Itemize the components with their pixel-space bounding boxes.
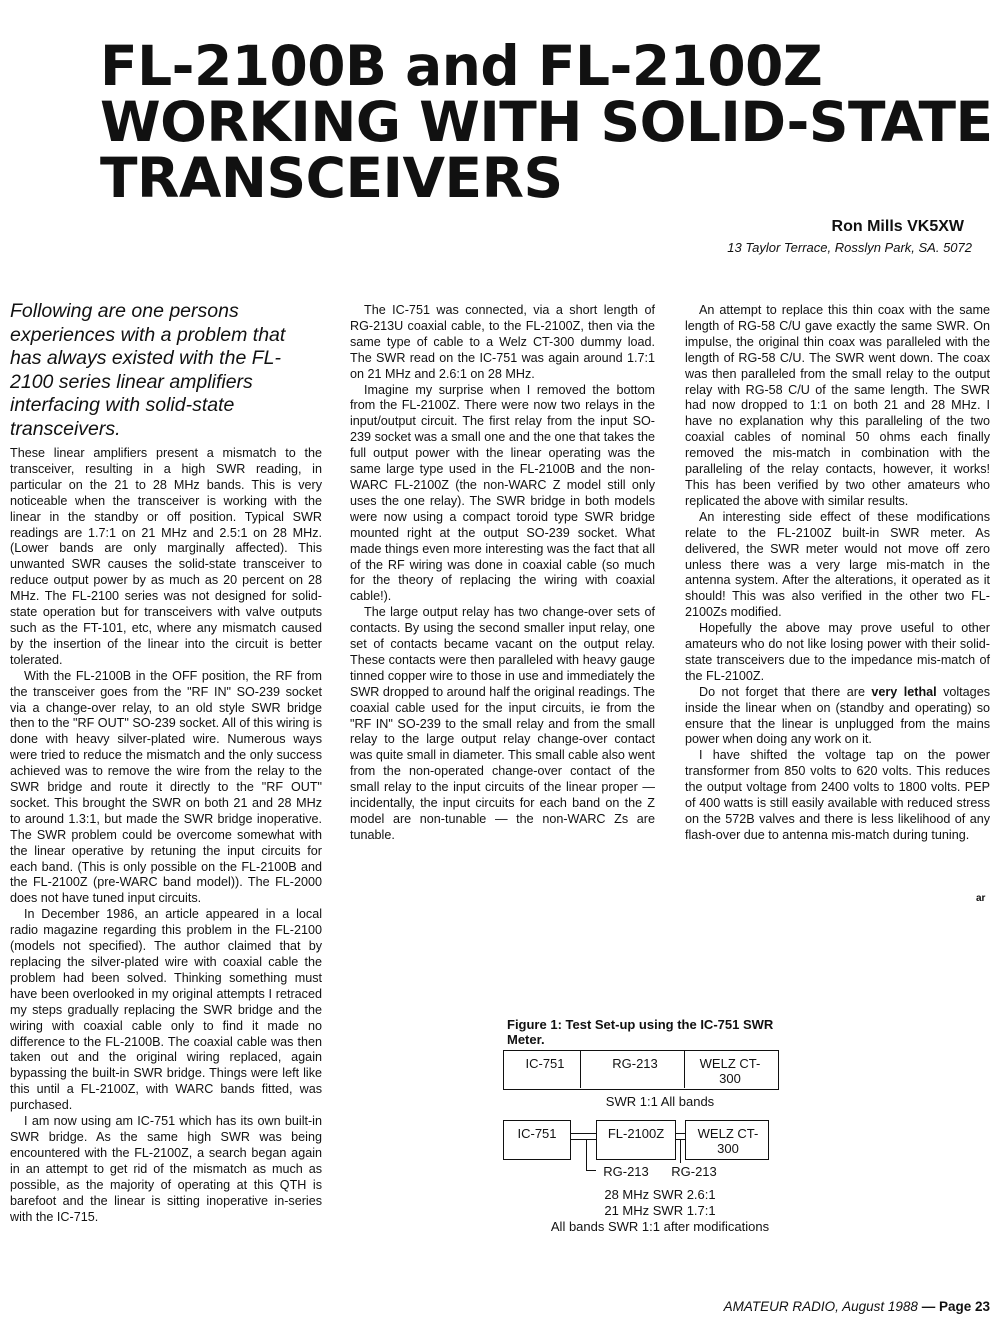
- lead-paragraph: Following are one persons experiences with a problem that has always existed with the FL-2100 series linear amplifiers interfacing with solid-state transceivers.: [10, 300, 286, 440]
- column-3: [685, 303, 990, 844]
- setup2-leader-1h: [586, 1170, 596, 1171]
- title-line-3: TRANSCEIVERS: [100, 146, 563, 210]
- figure-caption: Figure 1: Test Set-up using the IC-751 SWR Meter.: [507, 1017, 774, 1047]
- column-2: [350, 303, 655, 844]
- setup2-radio-label: IC-751: [517, 1126, 557, 1141]
- setup2-amp-label: FL-2100Z: [607, 1126, 665, 1141]
- setup1-cable-label: RG-213: [612, 1056, 658, 1071]
- body-paragraph: In December 1986, an article appeared in a local radio magazine regarding this problem in the FL-2100 (models not specified). The author claimed that by replacing the silver-plated wire with coaxial cable the problem had been solved. Thinking something must have been overlooked in my original attempts I retraced my steps gradually replacing the SWR bridge and the wiring with coaxial cable only to find it made no difference to the FL-2100B. The coaxial cable was then taken out and the original wiring replaced, again bypassing the built-in SWR bridge. Things were left like this until a FL-2100Z, with WARC bands fitted, was purchased.: [10, 907, 322, 1113]
- warning-post: voltages inside the linear when on (standby and operating) so ensure that the linear is unplugged from the mains power when doing any work on it.: [685, 684, 990, 747]
- setup2-link-1: [570, 1133, 596, 1134]
- body-paragraph: I have shifted the voltage tap on the power transformer from 850 volts to 620 volts. This reduces the output voltage from 2400 volts to 1800 volts. PEP of 400 watts is still easily available with reduced stress on the 572B valves and there is less likelihood of any flash-over due to antenna mis-match during tuning.: [685, 748, 990, 842]
- setup2-link-2: [675, 1133, 685, 1134]
- figure-note: All bands SWR 1:1 after modifications: [550, 1219, 770, 1234]
- setup2-link-1b: [570, 1139, 596, 1140]
- warning-emphasis: very lethal: [871, 684, 937, 699]
- setup2-cable1-label: RG-213: [603, 1164, 649, 1179]
- body-paragraph: An attempt to replace this thin coax with the same length of RG-58 C/U gave exactly the same SWR. On impulse, the original thin coax was paralleled with the length of RG-58 C/U. The SWR went down. The coax was then paralleled from the small relay to the output relay with RG-58 C/U of the same length. The SWR had now dropped to 1:1 on both 21 and 28 MHz. I have no explanation why this paralleling of the two coaxial cables of nominal 50 ohms each finally removed the mis-match in combination with the paralleling of the relay contacts, however, it works! This has been verified by two other amateurs who replicated the above with similar results.: [685, 303, 990, 508]
- end-mark: ar: [976, 893, 986, 904]
- article-title: [100, 34, 993, 210]
- page-footer: [724, 1299, 990, 1314]
- author-byline: Ron Mills VK5XW: [831, 218, 964, 235]
- column-1: [10, 446, 322, 1225]
- title-line-2: WORKING WITH SOLID-STATE: [100, 90, 993, 154]
- body-paragraph: An interesting side effect of these modifications relate to the FL-2100Z built-in SWR meter. As delivered, the SWR meter would not move off zero unless there was a very large mis-match in the antenna system. After the alterations, it operated as it should! This was also verified in the other two FL-2100Zs modified.: [685, 509, 990, 620]
- footer-publication: AMATEUR RADIO, August 1988: [723, 1299, 918, 1314]
- footer-page-number: — Page 23: [921, 1299, 990, 1314]
- body-paragraph: I am now using am IC-751 which has its own built-in SWR bridge. As the same high SWR was being encountered with the FL-2100Z, a search began again in an attempt to get rid of the mismatch as much as possible, as the majority of operating at this QTH is barefoot and the linear is sitting inoperative in-series with the IC-715.: [10, 1114, 322, 1224]
- figure-note: 21 MHz SWR 1.7:1: [604, 1203, 716, 1218]
- body-paragraph: Hopefully the above may prove useful to other amateurs who do not like losing power with their solid-state transceivers due to the impedance mis-match of the FL-2100Z.: [685, 621, 990, 683]
- setup2-cable2-label: RG-213: [671, 1164, 717, 1179]
- setup1-radio-label: IC-751: [525, 1056, 565, 1071]
- title-line-1: FL-2100B and FL-2100Z: [100, 34, 823, 98]
- body-paragraph-warning: [685, 685, 990, 749]
- setup1-load-label: WELZ CT-300: [699, 1056, 761, 1086]
- setup2-leader-2: [680, 1139, 681, 1163]
- author-address: 13 Taylor Terrace, Rosslyn Park, SA. 5072: [727, 240, 972, 255]
- body-paragraph: These linear amplifiers present a mismatch to the transceiver, resulting in a high SWR reading, in particular on the 21 to 28 MHz bands. This is very noticeable when the transceiver is working with the linear in the standby or off position. Typical SWR readings are 1.7:1 on 21 MHz and 2.5:1 on 28 MHz. (Lower bands are only marginally affected). This unwanted SWR causes the solid-state transceiver to reduce output power by as much as 20 percent on 28 MHz. The FL-2100 series was not designed for solid-state operation but for transceivers with valve outputs such as the FT-101, etc, where any mismatch caused by the insertion of the linear into the circuit is better tolerated.: [10, 446, 322, 667]
- body-paragraph: With the FL-2100B in the OFF position, the RF from the transceiver goes from the "RF IN" SO-239 socket via a change-over relay, to an old style SWR bridge then to the "RF OUT" SO-239 socket. All of this wiring is done with heavy silver-plated wire. Numerous ways were tried to reduce the mismatch and the only success achieved was to remove the wire from the relay to the SWR bridge and route it directly to the "RF OUT" socket. This brought the SWR on both 21 and 28 MHz to around 1.3:1, but made the SWR bridge inoperative. The SWR problem could be overcome somewhat with the linear operative by retuning the input circuits for each band. (This is only possible on the FL-2100B and the FL-2100Z (pre-WARC band model)). The FL-2000 does not have tuned input circuits.: [10, 668, 323, 906]
- figure-note: 28 MHz SWR 2.6:1: [604, 1187, 716, 1202]
- setup1-note: SWR 1:1 All bands: [605, 1094, 715, 1109]
- body-paragraph: Imagine my surprise when I removed the bottom from the FL-2100Z. There were now two relays in the input/output circuit. The first relay from the input SO-239 socket was a small one and the one that takes the full output power with the linear operating was the same large type used in the FL-2100B and the non-WARC FL-2100Z (the non-WARC Z model still only uses the one relay). The SWR bridge in both models were now using a compact toroid type SWR bridge mounted right at the output SO-239 socket. What made things even more interesting was the fact that all of the RF wiring was done in coaxial cable (so much for the theory of replacing the wiring with coaxial cable!).: [350, 382, 655, 604]
- setup2-leader-1: [586, 1139, 587, 1170]
- body-paragraph: The IC-751 was connected, via a short length of RG-213U coaxial cable, to the FL-2100Z, then via the same type of cable to a Welz CT-300 dummy load. The SWR read on the IC-751 was again around 1.7:1 on 21 MHz and 2.6:1 on 28 MHz.: [350, 303, 655, 381]
- body-paragraph: The large output relay has two change-over sets of contacts. By using the second smaller input relay, one set of contacts became vacant on the output relay. These contacts were then paralleled with heavy gauge tinned copper wire to those in use and immediately the SWR dropped to around half the original readings. The coaxial cable used for the input circuits, ie from the "RF IN" SO-239 to the small relay and from the small relay to the large output relay change-over contact was quite small in diameter. This small cable also went from the non-operated change-over contact of the small relay to the input circuits of the linear proper — incidentally, the input circuits for each band on the Z model are non-tunable — the non-WARC Zs are tunable.: [350, 605, 656, 842]
- warning-pre: Do not forget that there are: [699, 684, 872, 699]
- setup2-load-label: WELZ CT-300: [697, 1126, 759, 1156]
